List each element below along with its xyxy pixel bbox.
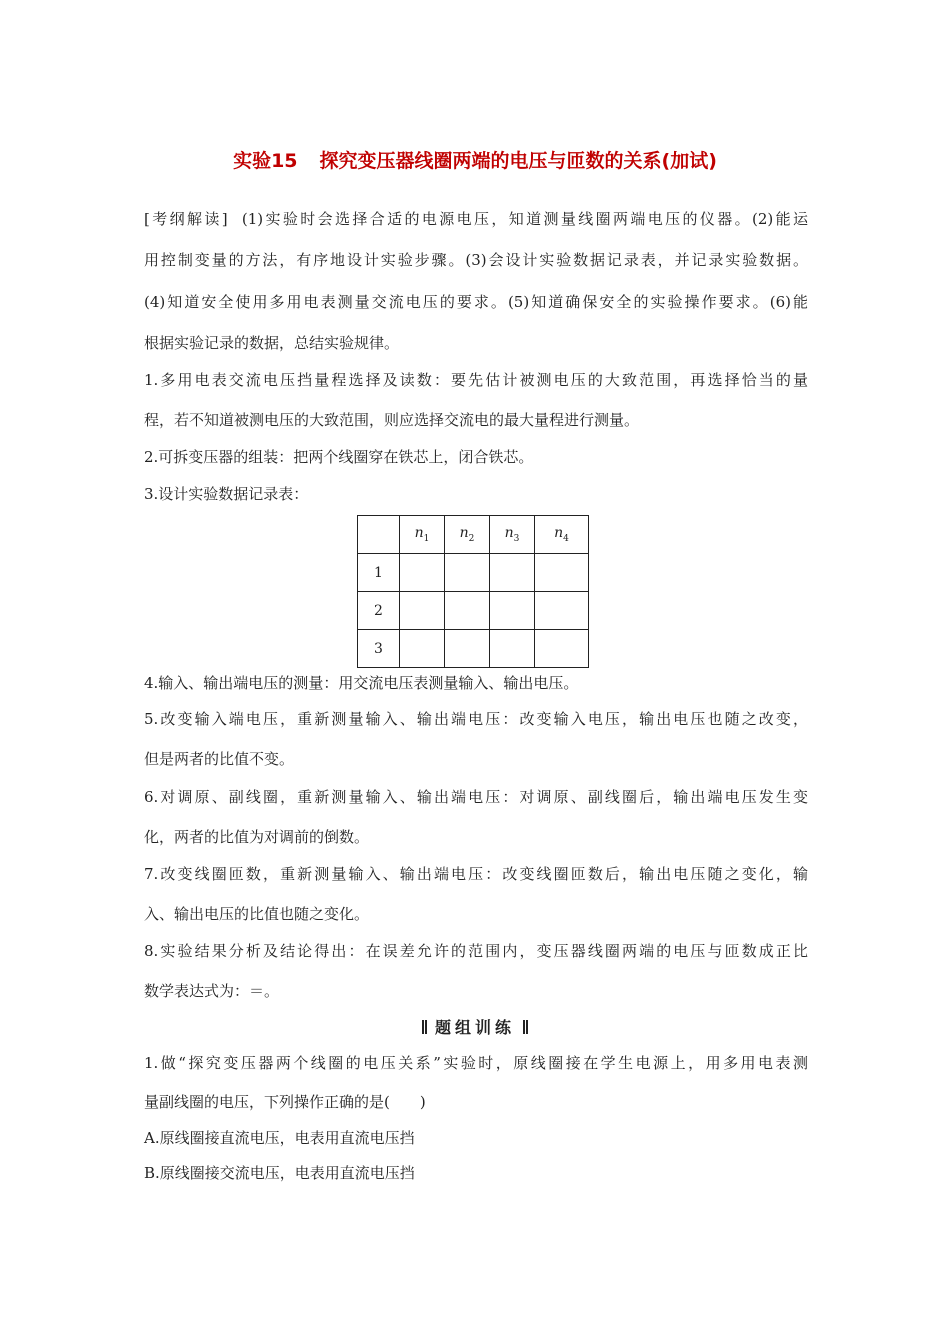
step-1-line-1: 1.多用电表交流电压挡量程选择及读数：要先估计被测电压的大致范围，再选择恰当的量 <box>144 371 808 389</box>
section-heading-text: 题组训练 <box>434 1018 515 1037</box>
question-1-option-a: A.原线圈接直流电压，电表用直流电压挡 <box>144 1129 415 1147</box>
table-row <box>358 592 589 630</box>
question-1-option-b: B.原线圈接交流电压，电表用直流电压挡 <box>144 1164 415 1182</box>
table-cell <box>400 554 445 592</box>
table-cell <box>535 592 589 630</box>
step-5-line-2: 但是两者的比值不变。 <box>144 750 295 768</box>
double-bar-icon <box>523 1020 528 1034</box>
table-header-row <box>358 516 589 554</box>
step-6-line-1: 6.对调原、副线圈，重新测量输入、输出端电压：对调原、副线圈后，输出端电压发生变 <box>144 788 808 806</box>
table-cell <box>490 592 535 630</box>
table-cell <box>490 630 535 668</box>
step-2: 2.可拆变压器的组装：把两个线圈穿在铁芯上，闭合铁芯。 <box>144 448 534 466</box>
row-label: 1 <box>358 554 400 592</box>
table-cell <box>445 592 490 630</box>
outline-line-1 <box>144 209 808 229</box>
experiment-number: 实验15 <box>233 150 298 172</box>
outline-text-1: (1)实验时会选择合适的电源电压，知道测量线圈两端电压的仪器。(2)能运 <box>241 210 808 228</box>
table-cell <box>490 554 535 592</box>
table-cell <box>445 630 490 668</box>
step-8-line-2: 数学表达式为：＝。 <box>144 982 280 1000</box>
outline-line-4: 根据实验记录的数据，总结实验规律。 <box>144 334 400 352</box>
table-cell <box>535 554 589 592</box>
table-cell <box>400 592 445 630</box>
outline-line-3: (4)知道安全使用多用电表测量交流电压的要求。(5)知道确保安全的实验操作要求。(6)能 <box>144 293 808 311</box>
table-corner-cell <box>358 516 400 554</box>
table-row <box>358 630 589 668</box>
double-bar-icon <box>422 1020 427 1034</box>
step-7-line-1: 7.改变线圈匝数，重新测量输入、输出端电压：改变线圈匝数后，输出电压随之变化，输 <box>144 865 808 883</box>
step-4: 4.输入、输出端电压的测量：用交流电压表测量输入、输出电压。 <box>144 674 579 692</box>
outline-tag: [考纲解读] <box>144 210 228 228</box>
step-3: 3.设计实验数据记录表： <box>144 485 309 503</box>
table-header-cell: $n_4$ <box>535 516 589 554</box>
page-title <box>0 146 950 173</box>
question-1-stem-line-1: 1.做“探究变压器两个线圈的电压关系”实验时，原线圈接在学生电源上，用多用电表测 <box>144 1054 808 1072</box>
experiment-topic: 探究变压器线圈两端的电压与匝数的关系(加试) <box>319 150 717 172</box>
outline-line-2: 用控制变量的方法，有序地设计实验步骤。(3)会设计实验数据记录表，并记录实验数据。 <box>144 251 808 269</box>
step-7-line-2: 入、输出电压的比值也随之变化。 <box>144 905 370 923</box>
step-8-line-1: 8.实验结果分析及结论得出：在误差允许的范围内，变压器线圈两端的电压与匝数成正比 <box>144 942 808 960</box>
step-5-line-1: 5.改变输入端电压，重新测量输入、输出端电压：改变输入电压，输出电压也随之改变， <box>144 710 808 728</box>
row-label: 3 <box>358 630 400 668</box>
section-heading <box>0 1015 950 1038</box>
table-cell <box>400 630 445 668</box>
table-cell <box>445 554 490 592</box>
table-header-cell: $n_3$ <box>490 516 535 554</box>
step-1-line-2: 程，若不知道被测电压的大致范围，则应选择交流电的最大量程进行测量。 <box>144 411 640 429</box>
record-table <box>357 515 589 668</box>
question-1-stem-line-2: 量副线圈的电压，下列操作正确的是( ) <box>144 1093 426 1111</box>
row-label: 2 <box>358 592 400 630</box>
table-cell <box>535 630 589 668</box>
step-6-line-2: 化，两者的比值为对调前的倒数。 <box>144 828 370 846</box>
table-header-cell: $n_2$ <box>445 516 490 554</box>
table-header-cell: $n_1$ <box>400 516 445 554</box>
table-row <box>358 554 589 592</box>
